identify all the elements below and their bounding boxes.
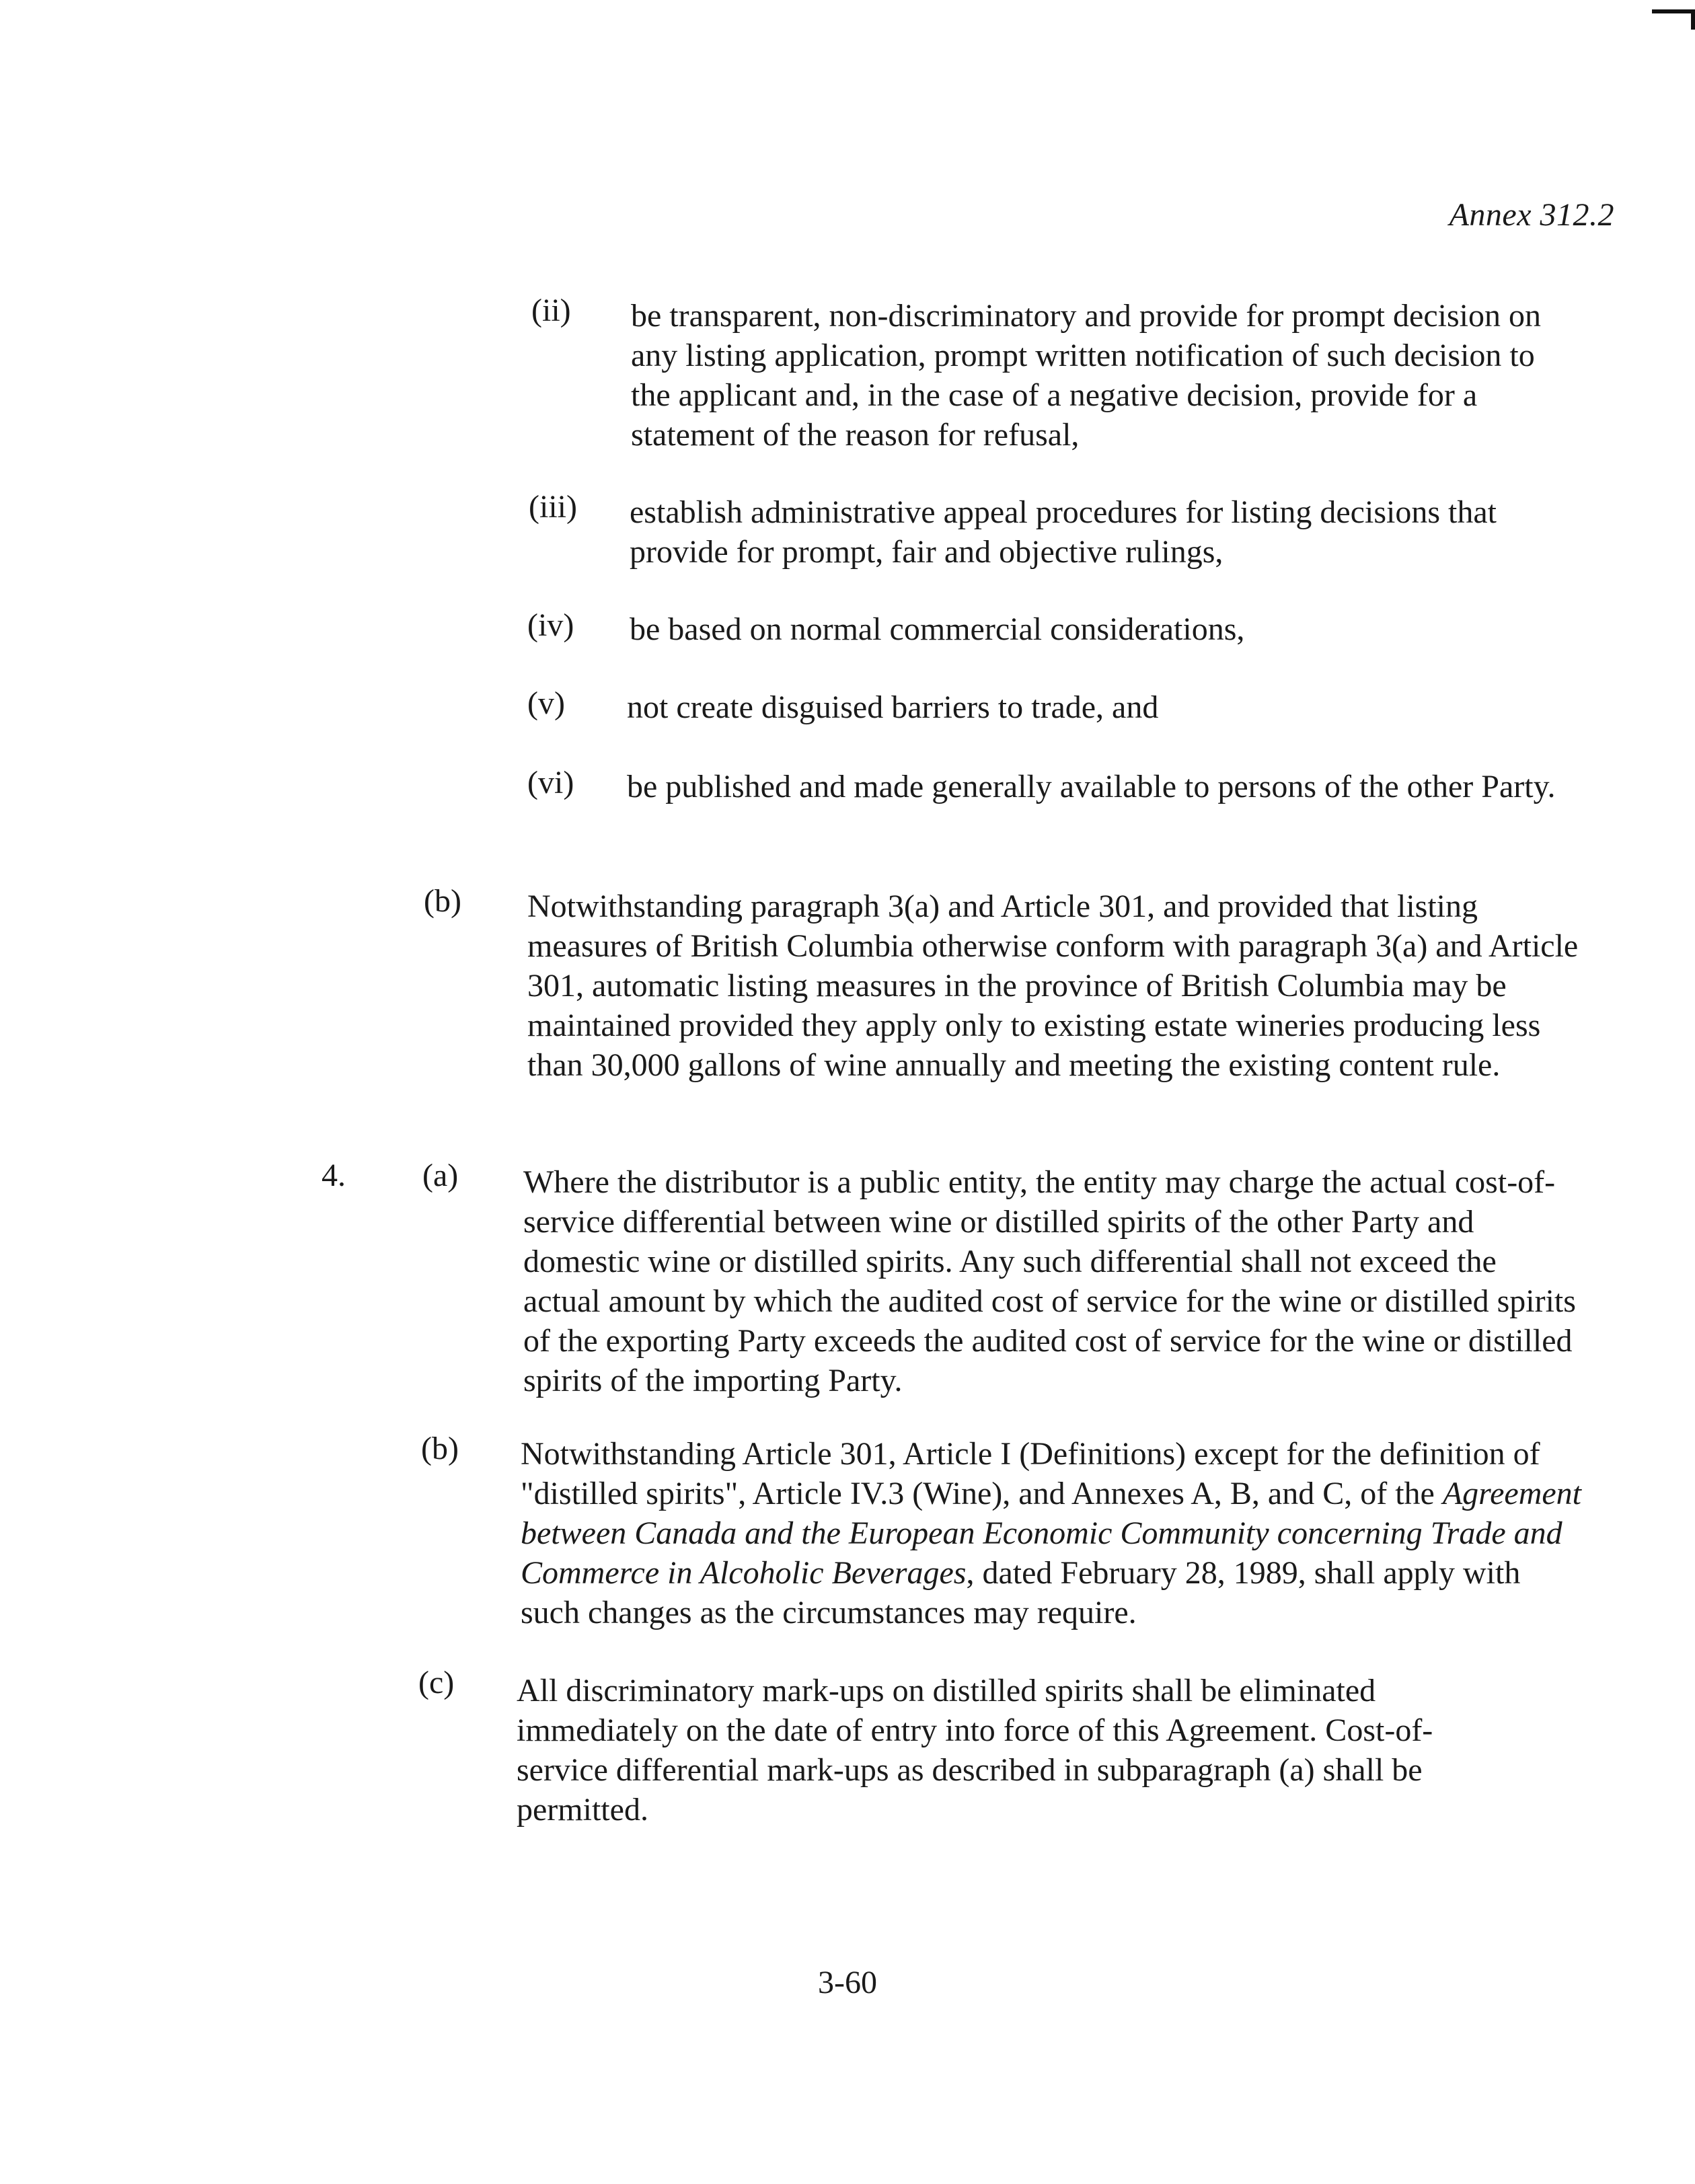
item-text-ii: be transparent, non-discriminatory and provide for prompt decision on any listing application, prompt written notification of such decision to the applicant and, in the case of a negative decision, provide for a statement of the reason for refusal,	[631, 298, 1541, 453]
item-label-iv: (iv)	[527, 607, 574, 643]
item-text-vi: be published and made generally available to persons of the other Party.	[627, 769, 1556, 804]
item-label-v: (v)	[527, 685, 565, 721]
item-label-4a: (a)	[422, 1158, 459, 1193]
item-text-4a: Where the distributor is a public entity, the entity may charge the actual cost-of-service differential between wine or distilled spirits of the other Party and domestic wine or distilled spirits. Any such differential shall not exceed the actual amount by which the audited cost of service for the wine or distilled spirits of the exporting Party exceeds the audited cost of service for the wine or distilled spirits of the importing Party.	[523, 1164, 1576, 1398]
item-label-3b: (b)	[424, 883, 461, 919]
item-text-4c: All discriminatory mark-ups on distilled spirits shall be eliminated immediately on the date of entry into force of this Agreement. Cost-of-service differential mark-ups as described in subparagraph (a) shall be permitted.	[517, 1673, 1433, 1828]
page-number: 3-60	[818, 1965, 877, 2000]
item-label-ii: (ii)	[531, 293, 571, 328]
item-text-iii: establish administrative appeal procedures for listing decisions that provide for prompt, fair and objective rulings,	[630, 494, 1497, 570]
corner-registration-mark	[1652, 9, 1695, 13]
item-text-v: not create disguised barriers to trade, and	[627, 689, 1159, 725]
annex-reference: Annex 312.2	[1449, 197, 1614, 233]
item-label-4c: (c)	[418, 1665, 455, 1700]
item-text-4b-part-2: , dated February 28, 1989, shall apply with such changes as the circumstances may require.	[521, 1555, 1521, 1630]
item-label-vi: (vi)	[527, 765, 574, 800]
agreement-title-italic: Agreement between Canada and the European Economic Community concerning Trade and Commerce in Alcoholic Beverages	[521, 1476, 1581, 1591]
item-label-4b: (b)	[421, 1431, 459, 1466]
item-text-4b-part-1: Notwithstanding Article 301, Article I (Definitions) except for the definition of "distilled spirits", Article IV.3 (Wine), and Annexes A, B, and C, of the	[521, 1436, 1540, 1511]
item-text-4b	[521, 1434, 1583, 1632]
item-label-iii: (iii)	[529, 489, 577, 525]
paragraph-number-4: 4.	[322, 1158, 346, 1193]
item-text-3b: Notwithstanding paragraph 3(a) and Article 301, and provided that listing measures of British Columbia otherwise conform with paragraph 3(a) and Article 301, automatic listing measures in the province of British Columbia may be maintained provided they apply only to existing estate wineries producing less than 30,000 gallons of wine annually and meeting the existing content rule.	[527, 889, 1579, 1083]
item-text-iv: be based on normal commercial considerations,	[630, 611, 1245, 647]
